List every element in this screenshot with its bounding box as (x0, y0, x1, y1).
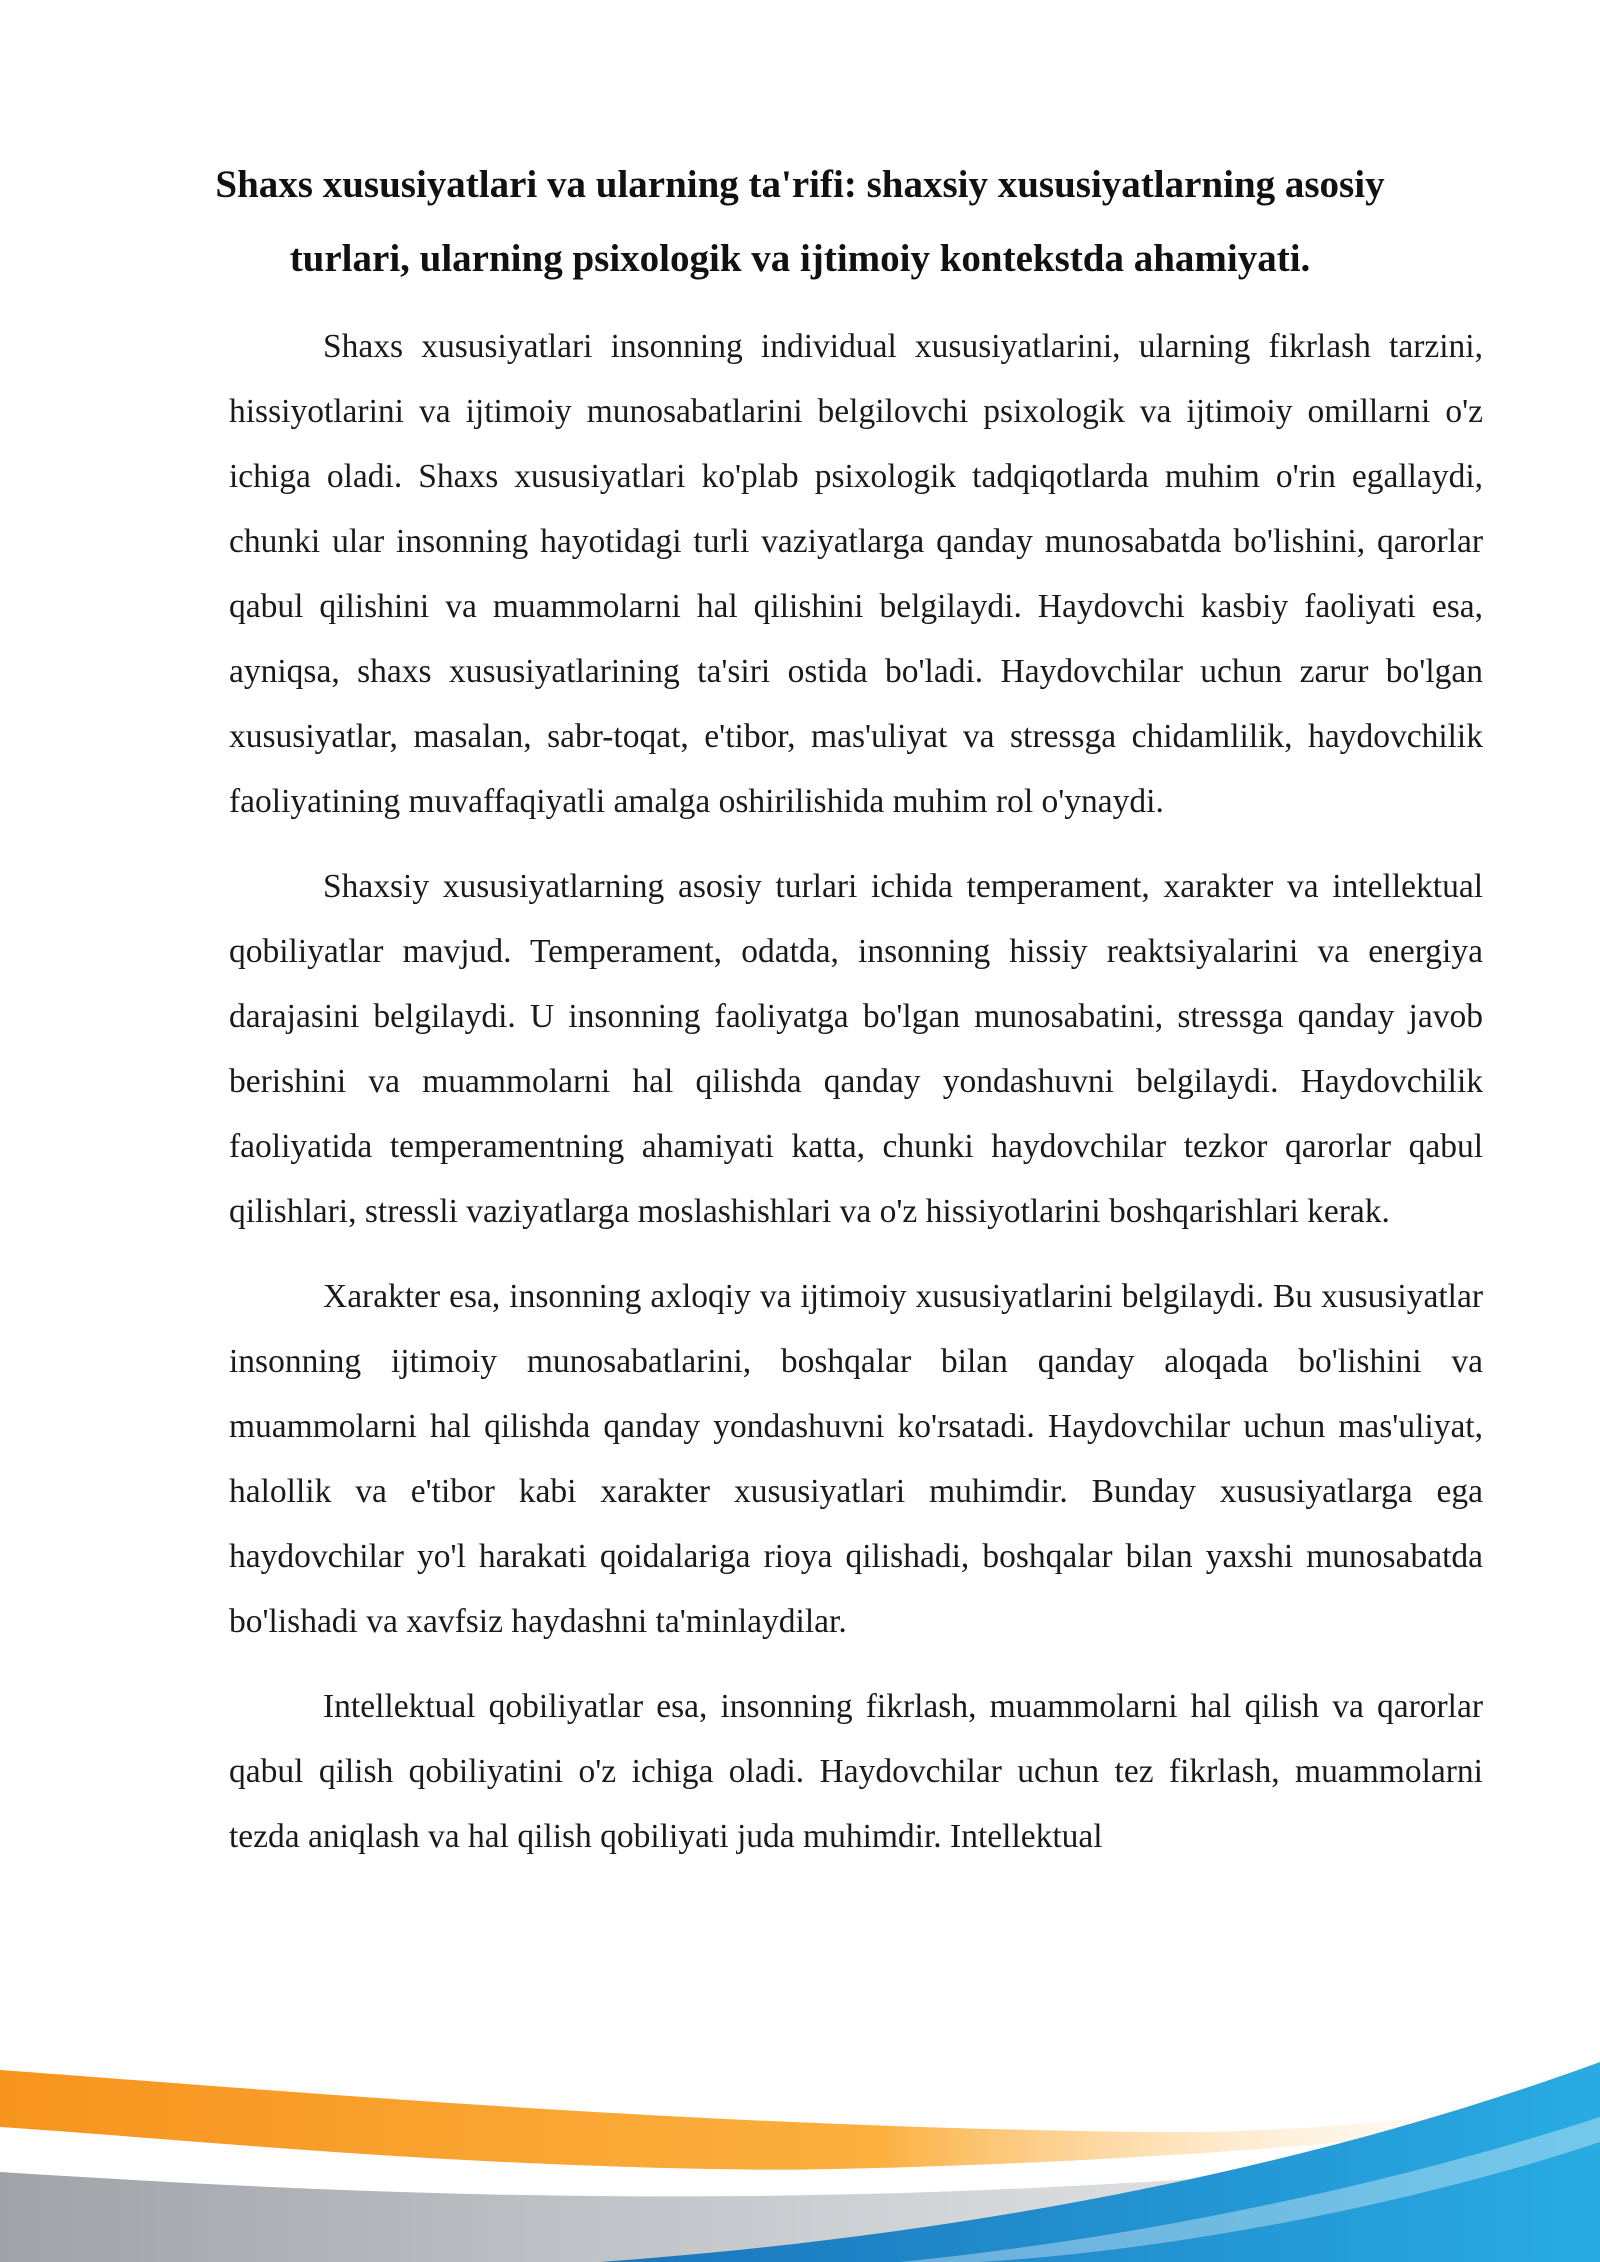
paragraph-4: Intellektual qobiliyatlar esa, insonning fikrlash, muammolarni hal qilish va qarorlar qabul qilish qobiliyatini o'z ichiga oladi. Haydovchilar uchun tez fikrlash, muammolarni tezda aniqlash va hal qilish qobiliyati juda muhimdir. Intellektual (229, 1688, 1483, 1855)
paragraph-2: Shaxsiy xususiyatlarning asosiy turlari ichida temperament, xarakter va intellektual qobiliyatlar mavjud. Temperament, odatda, insonning hissiy reaktsiyalarini va energiya darajasini belgilaydi. U insonning faoliyatga bo'lgan munosabatini, stressga qanday javob berishini va muammolarni hal qilishda qanday yondashuvni belgilaydi. Haydovchilik faoliyatida temperamentning ahamiyati katta, chunki haydovchilar tezkor qarorlar qabul qilishlari, stressli vaziyatlarga moslashishlari va o'z hissiyotlarini boshqarishlari kerak. (229, 868, 1483, 1230)
paragraph-1: Shaxs xususiyatlari insonning individual xususiyatlarini, ularning fikrlash tarzini, hissiyotlarini va ijtimoiy munosabatlarini belgilovchi psixologik va ijtimoiy omillarni o'z ichiga oladi. Shaxs xususiyatlari ko'plab psixologik tadqiqotlarda muhim o'rin egallaydi, chunki ular insonning hayotidagi turli vaziyatlarga qanday munosabatda bo'lishini, qarorlar qabul qilishini va muammolarni hal qilishini belgilaydi. Haydovchi kasbiy faoliyati esa, ayniqsa, shaxs xususiyatlarining ta'siri ostida bo'ladi. Haydovchilar uchun zarur bo'lgan xususiyatlar, masalan, sabr-toqat, e'tibor, mas'uliyat va stressga chidamlilik, haydovchilik faoliyatining muvaffaqiyatli amalga oshirilishida muhim rol o'ynaydi. (229, 328, 1483, 820)
footer-wave-decoration (0, 2022, 1600, 2262)
paragraph-3: Xarakter esa, insonning axloqiy va ijtimoiy xususiyatlarini belgilaydi. Bu xususiyatlar insonning ijtimoiy munosabatlarini, boshqalar bilan qanday aloqada bo'lishini va muammolarni hal qilishda qanday yondashuvni ko'rsatadi. Haydovchilar uchun mas'uliyat, halollik va e'tibor kabi xarakter xususiyatlari muhimdir. Bunday xususiyatlarga ega haydovchilar yo'l harakati qoidalariga rioya qilishadi, boshqalar bilan yaxshi munosabatda bo'lishadi va xavfsiz haydashni ta'minlaydilar. (229, 1278, 1483, 1640)
document-title: Shaxs xususiyatlari va ularning ta'rifi: shaxsiy xususiyatlarning asosiy turlari, ularning psixologik va ijtimoiy kontekstda ahamiyati. (215, 163, 1385, 280)
document-body (229, 314, 1483, 1889)
